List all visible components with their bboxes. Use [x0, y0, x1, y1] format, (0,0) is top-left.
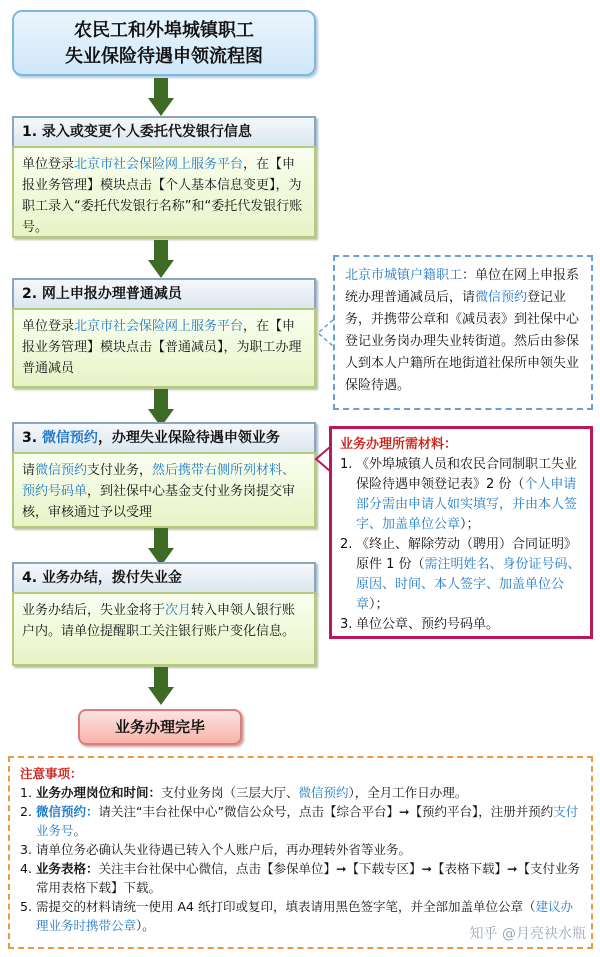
- item-text: [356, 615, 499, 635]
- text-segment: 然后携带右侧所列材料、预约号码单: [22, 463, 296, 499]
- title-line-1: 农民工和外埠城镇职工: [74, 20, 254, 41]
- item-number: 1.: [20, 785, 32, 800]
- text-segment: ，在【申报业务管理】模块点击【普通减员】，为职工办理普通减员: [22, 319, 302, 376]
- text-segment: 登记业务，并携带公章和《减员表》到社保中心登记业务岗办理失业转街道。然后由参保人到本人户籍所在地街道社保所申领失业保险待遇。: [345, 290, 580, 393]
- text-segment: 单位登录: [22, 157, 75, 172]
- text-segment: 请: [22, 463, 36, 478]
- text-segment: 业务办理岗位和时间：: [36, 785, 162, 800]
- text-segment: 微信预约: [475, 290, 528, 305]
- text-segment: 微信预约: [41, 430, 98, 446]
- text-segment: 需注明姓名、身份证号码、原因、时间、本人签字、加盖单位公章: [356, 557, 581, 612]
- step-4-header: 4. 业务办结，拨付失业金: [12, 562, 316, 594]
- title-line-2: 失业保险待遇申领流程图: [65, 46, 263, 67]
- text-segment: ，在【申报业务管理】模块点击【个人基本信息变更】，为职工录入“委托代发银行名称”和“委托代发银行账号。: [22, 157, 303, 235]
- text-segment: ），全月工作日办理。: [348, 785, 468, 800]
- text-segment: 北京市社会保险网上服务平台: [74, 157, 244, 172]
- text-segment: 北京市社会保险网上服务平台: [74, 319, 244, 334]
- text-segment: ）。: [136, 918, 155, 933]
- list-item: [20, 802, 581, 840]
- text-segment: ）；: [369, 597, 389, 612]
- item-text: [356, 455, 582, 535]
- step-1-body: [12, 146, 316, 238]
- watermark: 知乎 @月亮袂水瓶: [469, 926, 586, 942]
- text-segment: ，到社保中心基金支付业务岗提交审核，审核通过予以受理: [22, 484, 296, 520]
- text-segment: 支付业务岗（三层大厅、: [161, 785, 299, 800]
- list-item: [20, 783, 581, 802]
- item-number: 2.: [340, 537, 353, 552]
- flow-arrow-5: [148, 667, 174, 705]
- text-segment: 转入申领人银行账户内。请单位提醒职工关注银行账户变化信息。: [22, 603, 296, 639]
- notes-title: 注意事项：: [20, 766, 83, 781]
- item-text: [356, 535, 582, 615]
- text-segment: 个人申请部分需由申请人如实填写，并由本人签字、加盖单位公章: [356, 477, 578, 532]
- item-text: [36, 783, 467, 802]
- text-segment: 微信预约: [35, 463, 88, 478]
- list-item: [340, 615, 582, 635]
- text-segment: ）；: [460, 517, 480, 532]
- item-number: 4.: [20, 861, 32, 876]
- item-text: [36, 802, 581, 840]
- text-segment: 次月: [165, 603, 192, 618]
- list-item: [340, 535, 582, 615]
- text-segment: 3.: [22, 430, 42, 446]
- flow-arrow-4: [148, 528, 174, 566]
- item-number: 5.: [20, 899, 32, 914]
- text-segment: 微信预约：: [36, 804, 99, 819]
- text-segment: 需提交的材料请统一使用 A4 纸打印或复印，填表请用黑色签字笔，并全部加盖单位公章（: [36, 899, 536, 914]
- materials-title: 业务办理所需材料：: [340, 437, 458, 452]
- flowchart-title: [12, 10, 316, 76]
- step-4-body: [12, 592, 316, 666]
- list-item: [20, 859, 581, 897]
- text-segment: 微信预约: [298, 785, 349, 800]
- step-2-header: 2. 网上申报办理普通减员: [12, 278, 316, 310]
- text-segment: 单位公章、预约号码单。: [356, 617, 500, 632]
- item-number: 3.: [20, 842, 32, 857]
- text-segment: 请单位务必确认失业待遇已转入个人账户后，再办理转外省等业务。: [36, 842, 412, 857]
- item-number: 1.: [340, 457, 353, 472]
- text-segment: ，办理失业保险待遇申领业务: [97, 430, 280, 446]
- text-segment: 业务表格：: [36, 861, 99, 876]
- process-complete-terminal: 业务办理完毕: [78, 709, 242, 745]
- text-segment: 支付业务，: [87, 463, 153, 478]
- step-2-body: [12, 308, 316, 388]
- step-3-body: [12, 452, 316, 528]
- item-number: 3.: [340, 617, 353, 632]
- list-item: [20, 840, 581, 859]
- text-segment: 北京市城镇户籍职工: [345, 268, 463, 283]
- flow-arrow-2: [148, 240, 174, 278]
- step-3-header: [12, 422, 316, 454]
- flow-arrow-1: [148, 78, 174, 116]
- text-segment: 请关注“丰台社保中心”微信公众号，点击【综合平台】➞【预约平台】，注册并预约: [98, 804, 554, 819]
- text-segment: 《终止、解除劳动（聘用）合同证明》原件 1 份（: [356, 537, 578, 572]
- item-number: 2.: [20, 804, 32, 819]
- step-1-header: 1. 录入或变更个人委托代发银行信息: [12, 116, 316, 148]
- required-materials-box: [329, 426, 593, 639]
- notes-box: [8, 756, 593, 949]
- list-item: [340, 455, 582, 535]
- text-segment: 业务办结后，失业金将于: [22, 603, 166, 618]
- text-segment: 《外埠城镇人员和农民合同制职工失业保险待遇申领登记表》2 份（: [356, 457, 578, 492]
- text-segment: 支付业务号: [36, 804, 579, 838]
- materials-list: [340, 455, 582, 635]
- item-text: [36, 859, 581, 897]
- item-text: [36, 840, 411, 859]
- notes-list: [20, 783, 581, 935]
- text-segment: 建议办理业务时携带公章: [36, 899, 573, 933]
- text-segment: 关注丰台社保中心微信，点击【参保单位】➞【下载专区】➞【表格下载】➞【支付业务常用表格下载】下载。: [36, 861, 580, 895]
- text-segment: 。: [73, 823, 87, 838]
- beijing-urban-worker-note: [333, 255, 593, 410]
- text-segment: ：单位在网上申报系统办理普通减员后，请: [345, 268, 580, 305]
- text-segment: 单位登录: [22, 319, 75, 334]
